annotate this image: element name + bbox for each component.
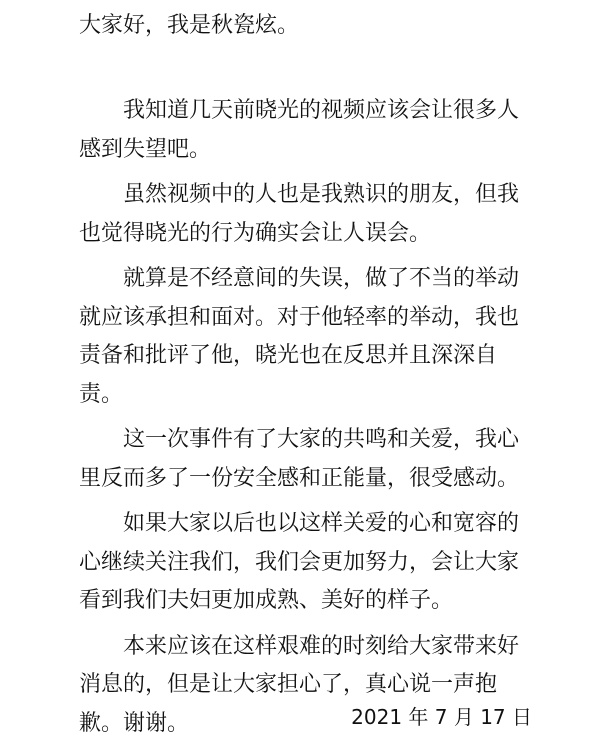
letter-date: 2021 年 7 月 17 日 [351, 705, 532, 729]
letter-greeting: 大家好，我是秋瓷炫。 [79, 13, 300, 38]
letter-paragraph-4: 这一次事件有了大家的共鸣和关爱，我心里反而多了一份安全感和正能量，很受感动。 [79, 427, 520, 491]
letter-paragraph-6: 本来应该在这样艰难的时刻给大家带来好消息的，但是让大家担心了，真心说一声抱歉。谢谢。 [79, 633, 520, 736]
letter-paragraph-2: 虽然视频中的人也是我熟识的朋友，但我也觉得晓光的行为确实会让人误会。 [79, 182, 520, 246]
letter-body [79, 92, 537, 750]
letter-paragraph-5: 如果大家以后也以这样关爱的心和宽容的心继续关注我们，我们会更加努力，会让大家看到我们夫妇更加成熟、美好的样子。 [79, 511, 520, 613]
letter-paragraph-1: 我知道几天前晓光的视频应该会让很多人感到失望吧。 [79, 98, 520, 162]
letter-paragraph-3: 就算是不经意间的失误，做了不当的举动就应该承担和面对。对于他轻率的举动，我也责备和批评了他，晓光也在反思并且深深自责。 [79, 266, 520, 407]
